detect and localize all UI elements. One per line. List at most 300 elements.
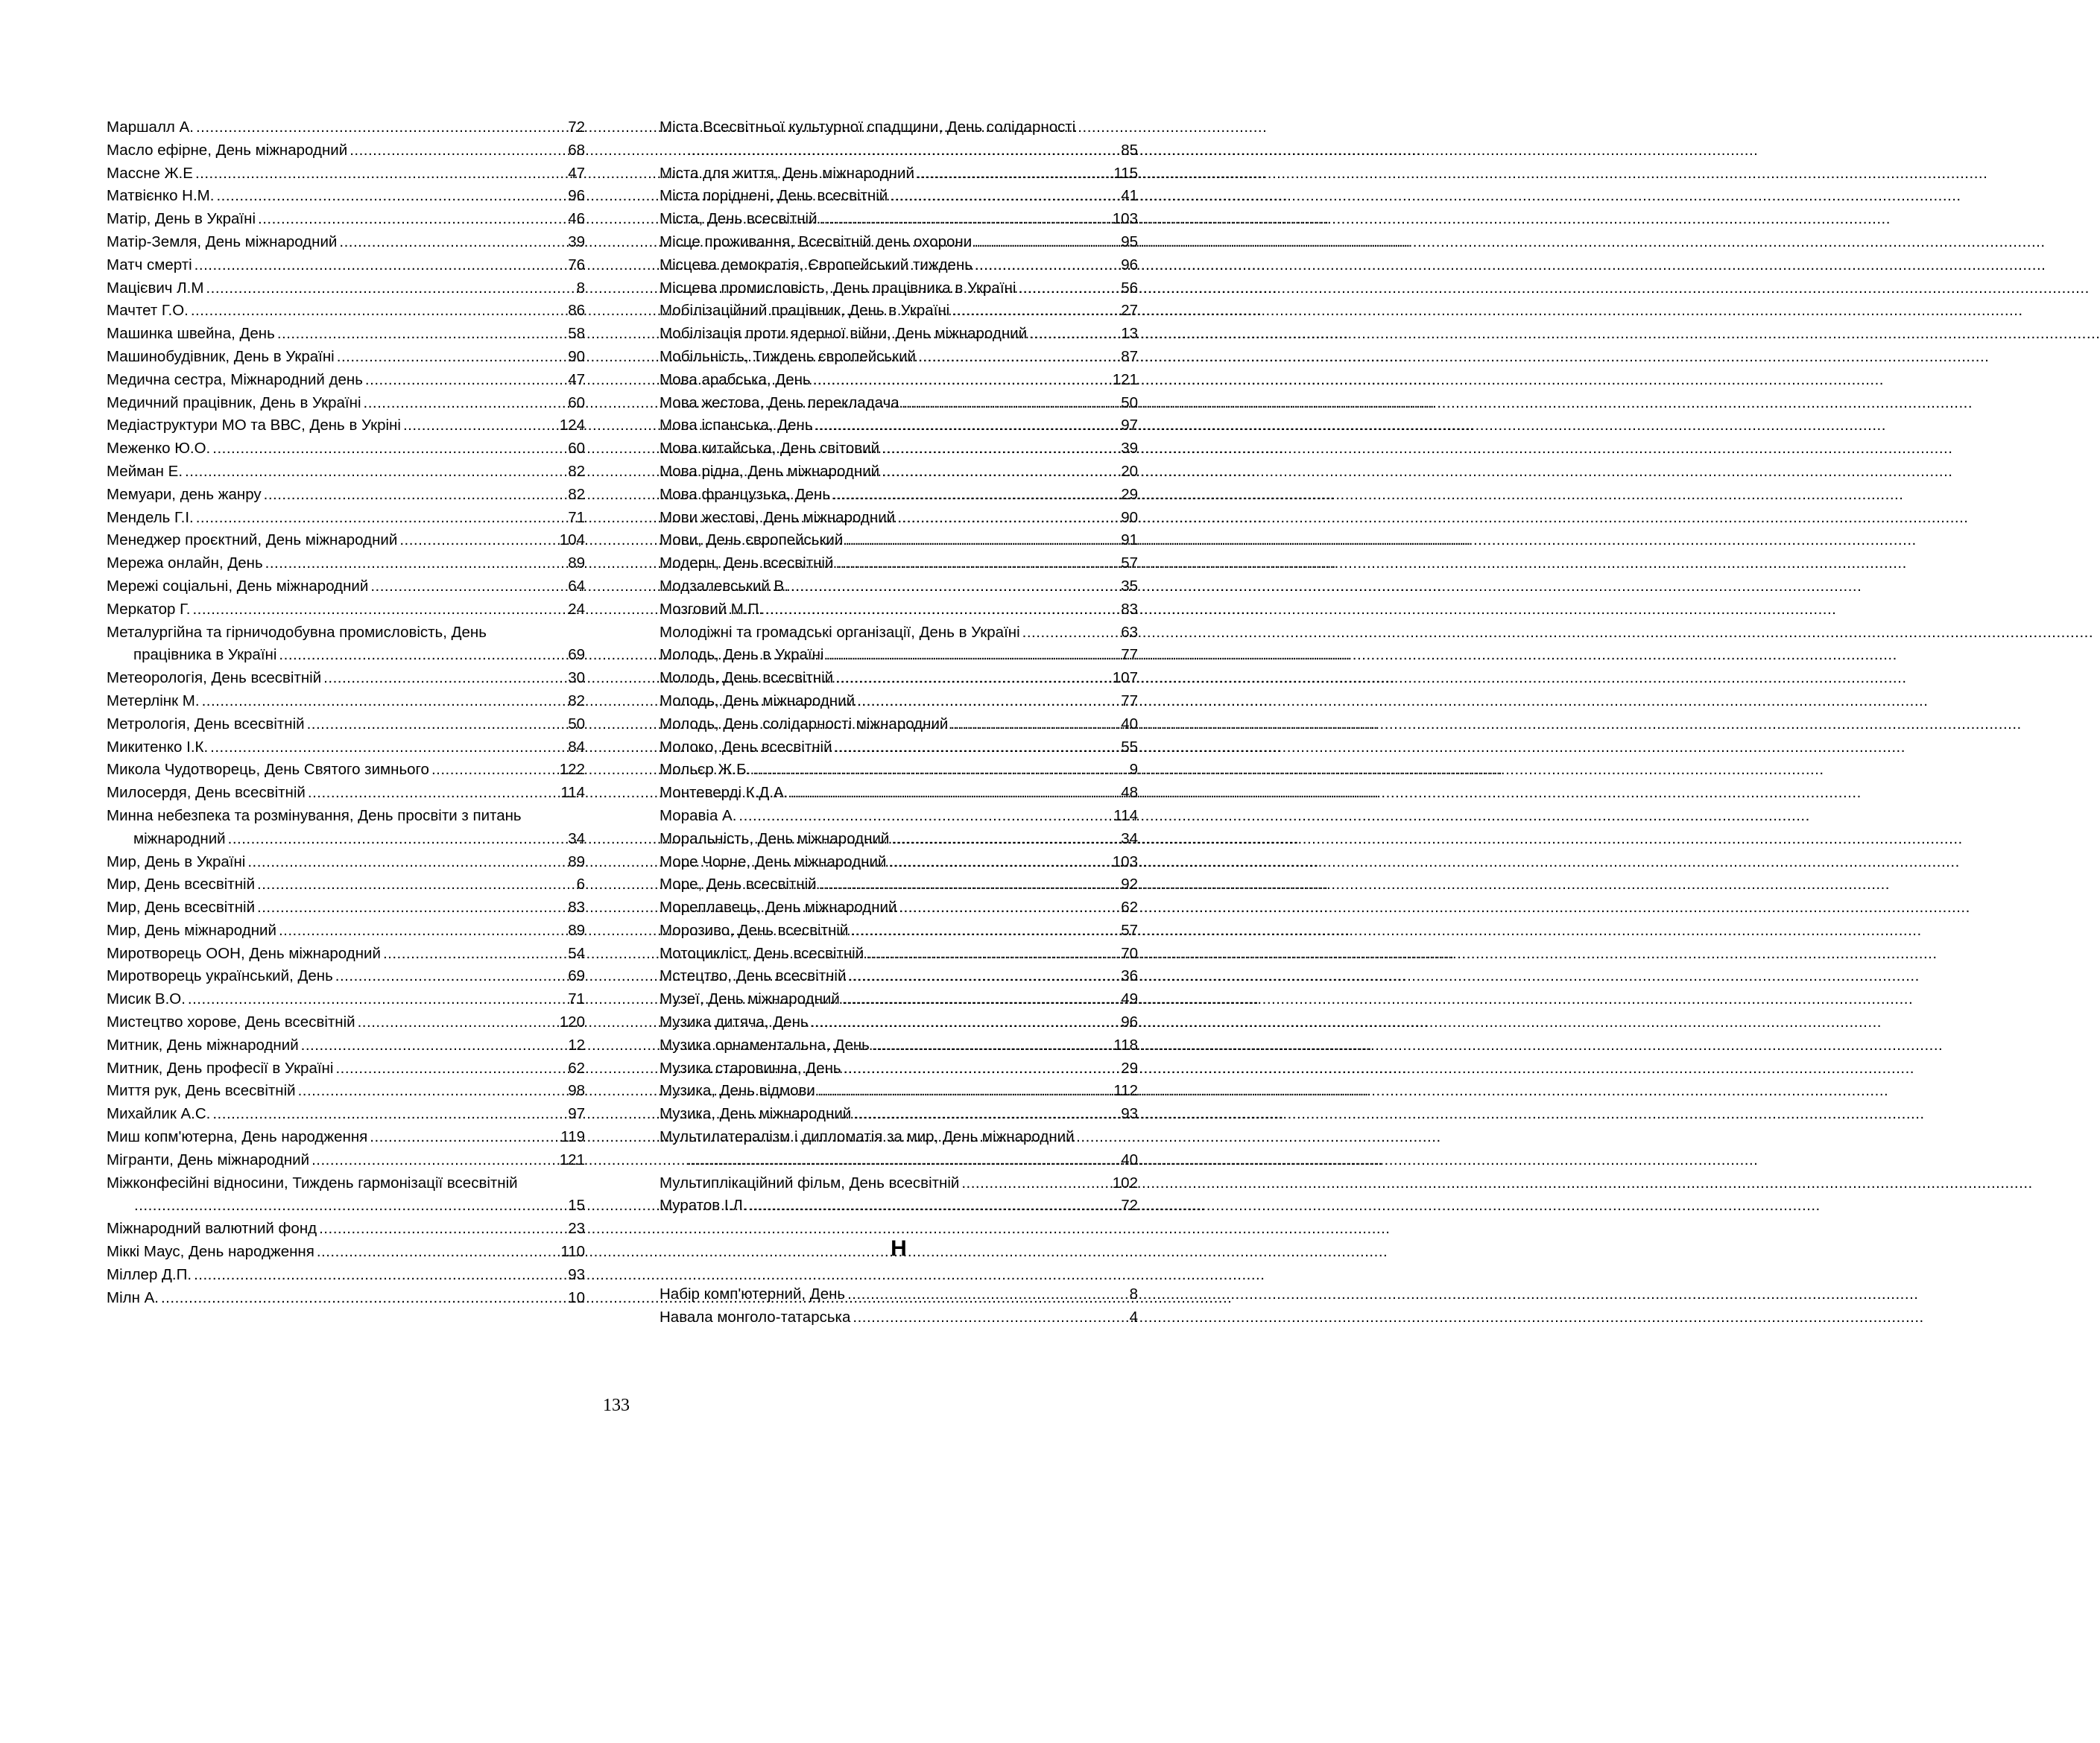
dot-leader	[192, 598, 566, 621]
index-entry-term: Милосердя, День всесвітній	[107, 784, 306, 802]
dot-leader	[196, 116, 566, 139]
dot-leader	[358, 1011, 557, 1034]
index-entry	[660, 873, 1138, 896]
dot-leader	[899, 896, 1119, 920]
index-entry-page: 97	[568, 1105, 585, 1123]
index-entry-page: 86	[568, 302, 585, 320]
index-entry-term: Молодіжні та громадські організації, День в Україні	[660, 623, 1020, 641]
index-entry-page: 119	[560, 1128, 585, 1146]
index-entry-term: Море, День всесвітній	[660, 876, 817, 893]
index-entry	[107, 1172, 585, 1218]
index-entry-page: 98	[568, 1082, 585, 1100]
index-entry	[660, 828, 1138, 851]
index-entry-page: 122	[559, 761, 585, 779]
dot-leader	[739, 805, 1111, 828]
index-entry	[660, 323, 1138, 346]
index-entry-continuation	[107, 644, 585, 667]
dot-leader	[850, 920, 1119, 943]
index-entry	[660, 644, 1138, 667]
dot-leader	[847, 1283, 1128, 1306]
index-entry-term: Мольєр Ж.Б.	[660, 761, 751, 779]
index-entry-term: Міста поріднені, День всесвітній	[660, 187, 888, 205]
dot-leader	[848, 965, 1119, 988]
dot-leader	[194, 254, 566, 277]
index-entry-page: 107	[1112, 669, 1138, 687]
index-entry-page: 15	[568, 1197, 585, 1215]
index-entry-page: 23	[568, 1220, 585, 1238]
index-entry-page: 64	[568, 577, 585, 595]
index-entry	[107, 231, 585, 254]
index-entry-term: Мобільність, Тиждень європейський	[660, 347, 916, 365]
index-entry-page: 13	[1121, 325, 1138, 343]
index-entry-term: Мацієвич Л.М	[107, 279, 204, 297]
index-entry-term: Матвієнко Н.М.	[107, 187, 215, 205]
dot-leader	[134, 1195, 566, 1218]
index-entry-term: Маршалл А.	[107, 118, 194, 136]
index-entry	[660, 185, 1138, 208]
dot-leader	[335, 1057, 566, 1081]
index-entry-page: 115	[1113, 164, 1138, 182]
index-entry-term: Миротворець український, День	[107, 967, 333, 985]
dot-leader	[882, 461, 1119, 484]
index-entry-term: Масло ефірне, День міжнародний	[107, 141, 348, 159]
index-entry	[660, 988, 1138, 1011]
dot-leader	[258, 208, 566, 231]
index-entry	[660, 896, 1138, 920]
index-entry	[660, 529, 1138, 552]
index-entry-term: Мова французька, День	[660, 485, 831, 503]
index-entry-term: Мачтет Г.О.	[107, 302, 189, 320]
index-entry-page: 72	[568, 118, 585, 136]
index-entry-continuation	[107, 828, 585, 851]
index-entry-term: Міжнародний валютний фонд	[107, 1220, 317, 1238]
dot-leader	[857, 690, 1119, 713]
index-entry	[107, 116, 585, 139]
index-entry-page: 35	[1121, 577, 1138, 595]
index-entry-term: Музика, День міжнародний	[660, 1105, 852, 1123]
index-entry	[107, 598, 585, 621]
dot-leader	[1018, 277, 1119, 300]
index-entry-page: 29	[1121, 1059, 1138, 1077]
dot-leader	[188, 988, 566, 1011]
dot-leader	[749, 1195, 1119, 1218]
dot-leader	[337, 346, 566, 369]
index-entry-term: Медичний працівник, День в Україні	[107, 393, 361, 411]
dot-leader	[835, 736, 1119, 759]
dot-leader	[307, 713, 566, 736]
dot-leader	[902, 392, 1119, 415]
index-entry-page: 89	[568, 852, 585, 870]
dot-leader	[191, 300, 566, 323]
index-entry	[660, 1103, 1138, 1126]
index-entry-term: Молоко, День всесвітній	[660, 738, 832, 756]
dot-leader	[687, 1149, 1119, 1172]
index-entry-term: Мігранти, День міжнародний	[107, 1151, 310, 1168]
index-entry-page: 40	[1121, 1151, 1138, 1168]
index-entry-term: Мобілізаційний працівник, День в Україні	[660, 302, 950, 320]
index-entry	[660, 1034, 1138, 1057]
dot-leader	[813, 369, 1110, 392]
dot-leader	[370, 575, 566, 598]
dot-leader	[216, 185, 566, 208]
index-entry-page: 72	[1121, 1197, 1138, 1215]
index-entry-page: 6	[576, 876, 585, 893]
index-entry	[107, 277, 585, 300]
index-entry	[107, 965, 585, 988]
index-entry	[107, 254, 585, 277]
index-entry	[107, 873, 585, 896]
index-entry-term: Місцева промисловість, День працівника в Україні	[660, 279, 1016, 297]
dot-leader	[365, 369, 566, 392]
index-entry	[107, 988, 585, 1011]
dot-leader	[853, 1103, 1119, 1126]
index-entry-continuation	[660, 1149, 1138, 1172]
index-entry	[660, 346, 1138, 369]
index-entry-page: 120	[559, 1013, 585, 1031]
index-entry-term: Метрологія, День всесвітній	[107, 715, 305, 733]
index-entry	[660, 484, 1138, 507]
index-entry-term: Моравіа А.	[660, 806, 737, 824]
index-entry	[107, 529, 585, 552]
index-entry-term: Менеджер проєктний, День міжнародний	[107, 531, 398, 549]
dot-leader	[815, 414, 1119, 437]
index-entry-term: Мотоцикліст, День всесвітній	[660, 944, 864, 962]
index-entry	[107, 713, 585, 736]
index-entry-term: Мультиплікаційний фільм, День всесвітній	[660, 1174, 960, 1192]
index-entry-page: 34	[568, 829, 585, 847]
index-entry-page: 69	[568, 646, 585, 664]
index-entry	[660, 1283, 1138, 1306]
index-entry-term: Матч смерті	[107, 256, 192, 273]
index-entry-page: 40	[1121, 715, 1138, 733]
index-entry	[660, 965, 1138, 988]
dot-leader	[210, 736, 566, 759]
index-entry-term: Монтеверді К.Д.А.	[660, 784, 788, 802]
index-entry	[660, 277, 1138, 300]
index-entry-page: 62	[1121, 899, 1138, 917]
index-entry-term: Місцева демократія, Європейський тиждень	[660, 256, 972, 273]
index-entry	[660, 369, 1138, 392]
dot-leader	[826, 644, 1119, 667]
index-entry-page: 93	[568, 1265, 585, 1283]
index-entry-term: Медична сестра, Міжнародний день	[107, 370, 363, 388]
dot-leader	[431, 759, 557, 782]
index-entry	[107, 805, 585, 851]
dot-leader	[370, 1126, 558, 1149]
index-entry-term: Мілн А.	[107, 1288, 159, 1306]
index-entry-page: 50	[568, 715, 585, 733]
dot-leader	[1022, 621, 1119, 645]
index-entry	[107, 1011, 585, 1034]
index-entry-term: Міста Всесвітньої культурної спадщини, День солідарності	[660, 118, 1076, 136]
index-entry-term: Мережа онлайн, День	[107, 554, 263, 572]
index-entry-page: 20	[1121, 462, 1138, 480]
index-entry-term: Мир, День всесвітній	[107, 899, 256, 917]
index-entry-page: 110	[560, 1243, 585, 1261]
index-entry-term: Міллер Д.П.	[107, 1265, 192, 1283]
dot-leader	[835, 667, 1110, 690]
dot-leader	[918, 346, 1119, 369]
index-entry-term: Мир, День міжнародний	[107, 921, 276, 939]
index-entry-term: Мир, День в Україні	[107, 852, 246, 870]
index-entry-term: Музика старовинна, День	[660, 1059, 841, 1077]
dot-leader	[917, 162, 1111, 186]
index-entry-page: 29	[1121, 485, 1138, 503]
page-number: 133	[603, 1396, 630, 1415]
index-entry	[660, 1126, 1138, 1172]
index-entry-term: Місце проживання, Всесвітній день охорони	[660, 232, 972, 250]
dot-leader	[403, 414, 557, 437]
index-entry	[660, 851, 1138, 874]
index-entry	[107, 461, 585, 484]
index-entry	[660, 920, 1138, 943]
index-entry-term: Муратов І.Л.	[660, 1197, 747, 1215]
index-entry	[107, 507, 585, 530]
dot-leader	[687, 139, 1119, 162]
index-entry-page: 56	[1121, 279, 1138, 297]
dot-leader	[383, 943, 566, 966]
dot-leader	[765, 598, 1119, 621]
index-entry-term: Мультилатералізм і дипломатія за мир, День міжнародний	[660, 1128, 1075, 1146]
dot-leader	[212, 437, 566, 461]
index-entry	[660, 736, 1138, 759]
dot-leader	[844, 1057, 1119, 1081]
index-column-right	[660, 116, 1138, 1329]
index-entry-term: Мистецтво хорове, День всесвітній	[107, 1013, 355, 1031]
index-entry	[660, 231, 1138, 254]
index-entry	[660, 667, 1138, 690]
index-entry-term: Мова іспанська, День	[660, 417, 813, 434]
dot-leader	[339, 231, 566, 254]
index-entry	[660, 575, 1138, 598]
index-entry-page: 90	[1121, 508, 1138, 526]
dot-leader	[790, 782, 1119, 805]
index-entry	[107, 139, 585, 162]
index-entry-page: 8	[576, 279, 585, 297]
dot-leader	[247, 851, 566, 874]
dot-leader	[196, 507, 566, 530]
dot-leader	[835, 552, 1119, 575]
dot-leader	[350, 139, 566, 162]
index-entry	[660, 1195, 1138, 1218]
index-entry-page: 48	[1121, 784, 1138, 802]
index-entry-page: 90	[568, 347, 585, 365]
index-entry-term: Мова арабська, День	[660, 370, 811, 388]
index-entry-page: 55	[1121, 738, 1138, 756]
index-entry-term: Микитенко І.К.	[107, 738, 209, 756]
index-entry-page: 60	[568, 440, 585, 458]
index-entry-term: Меженко Ю.О.	[107, 440, 211, 458]
index-entry	[107, 1264, 585, 1287]
dot-leader	[888, 851, 1110, 874]
index-entry-page: 39	[1121, 440, 1138, 458]
index-entry-page: 62	[568, 1059, 585, 1077]
dot-leader	[298, 1080, 566, 1103]
index-entry	[107, 552, 585, 575]
dot-leader	[890, 185, 1119, 208]
index-entry	[660, 621, 1138, 645]
index-entry-page: 50	[1121, 393, 1138, 411]
dot-leader	[961, 1172, 1110, 1195]
index-entry	[107, 621, 585, 668]
index-entry-term-continued: міжнародний	[133, 829, 226, 847]
index-entry-page: 114	[1113, 806, 1138, 824]
index-entry	[107, 300, 585, 323]
index-entry	[660, 1172, 1138, 1195]
index-entry-term: Мова китайська, День світовий	[660, 440, 880, 458]
index-entry-page: 118	[1113, 1036, 1138, 1054]
index-entry-page: 49	[1121, 990, 1138, 1008]
index-entry-page: 4	[1129, 1309, 1138, 1326]
dot-leader	[952, 300, 1119, 323]
index-entry	[660, 1057, 1138, 1081]
index-entry	[660, 782, 1138, 805]
index-entry-term: Молодь, День всесвітній	[660, 669, 834, 687]
index-entry-page: 47	[568, 370, 585, 388]
index-entry-page: 46	[568, 210, 585, 228]
index-entry	[660, 1080, 1138, 1103]
index-entry	[660, 437, 1138, 461]
index-entry-term: Миш копм'ютерна, День народження	[107, 1128, 368, 1146]
index-entry	[107, 1149, 585, 1172]
index-entry-page: 95	[1121, 232, 1138, 250]
index-entry-term: Молодь, День солідарності міжнародний	[660, 715, 949, 733]
index-entry-term: Мови жестові, День міжнародний	[660, 508, 896, 526]
index-entry-term: Мемуари, день жанру	[107, 485, 262, 503]
index-entry	[107, 575, 585, 598]
index-entry-page: 36	[1121, 967, 1138, 985]
dot-leader	[1029, 323, 1119, 346]
index-entry-term: Минна небезпека та розмінування, День просвіти з питань	[107, 806, 522, 824]
index-entry	[107, 208, 585, 231]
dot-leader	[819, 873, 1119, 896]
dot-leader	[228, 828, 566, 851]
index-entry-term: Модерн, День всесвітній	[660, 554, 834, 572]
dot-leader	[195, 162, 566, 186]
dot-leader	[399, 529, 557, 552]
index-entry	[660, 507, 1138, 530]
index-entry	[107, 1057, 585, 1081]
index-entry	[107, 484, 585, 507]
dot-leader	[311, 1149, 557, 1172]
index-entry	[107, 667, 585, 690]
index-entry-page: 77	[1121, 692, 1138, 709]
index-entry-term: Мобілізація проти ядерної війни, День міжнародний	[660, 325, 1028, 343]
index-entry	[107, 346, 585, 369]
dot-leader	[820, 208, 1110, 231]
dot-leader	[308, 782, 558, 805]
index-entry	[107, 690, 585, 713]
index-entries-m-continued	[660, 116, 1138, 1218]
index-entry-continuation	[660, 139, 1138, 162]
index-entry-term: Набір комп'ютерний, День	[660, 1285, 846, 1303]
index-entry-page: 10	[568, 1288, 585, 1306]
index-entry-page: 34	[1121, 829, 1138, 847]
index-entry-page: 27	[1121, 302, 1138, 320]
index-entry	[660, 414, 1138, 437]
index-entry-term: Металургійна та гірничодобувна промисловість, День	[107, 623, 487, 641]
index-entry-term: Морозиво, День всесвітній	[660, 921, 849, 939]
index-entry	[107, 851, 585, 874]
index-entry-term: Матір, День в Україні	[107, 210, 256, 228]
index-entry-term: Меркатор Г.	[107, 600, 191, 618]
index-entry	[107, 782, 585, 805]
index-entry-term: Молодь, День в Україні	[660, 646, 824, 664]
index-entry	[107, 414, 585, 437]
index-entry	[660, 392, 1138, 415]
index-entry-page: 24	[568, 600, 585, 618]
index-entry	[107, 323, 585, 346]
index-entry-page: 60	[568, 393, 585, 411]
index-entry-term: Музика дитяча, День	[660, 1013, 809, 1031]
index-entry	[660, 1011, 1138, 1034]
index-entry	[660, 300, 1138, 323]
index-entry	[107, 1218, 585, 1241]
index-entry-term: Молодь, День міжнародний	[660, 692, 856, 709]
dot-leader	[257, 896, 566, 920]
index-entry	[660, 598, 1138, 621]
index-entry-term: Мова жестова, День перекладача	[660, 393, 899, 411]
index-entry	[107, 1126, 585, 1149]
index-entry	[107, 1080, 585, 1103]
index-entry-term: Міста, День всесвітній	[660, 210, 817, 228]
index-entry	[660, 208, 1138, 231]
index-entry	[107, 1241, 585, 1264]
index-entry-page: 54	[568, 944, 585, 962]
index-entry	[107, 1287, 585, 1310]
dot-leader	[185, 461, 566, 484]
dot-leader	[897, 507, 1119, 530]
index-entry-term: Мови, День європейський	[660, 531, 844, 549]
index-entry-term: Мендель Г.І.	[107, 508, 194, 526]
dot-leader	[975, 254, 1119, 277]
index-entry-page: 39	[568, 232, 585, 250]
dot-leader	[853, 1306, 1127, 1329]
index-entry-term: Мисик В.О.	[107, 990, 186, 1008]
index-entry-page: 89	[568, 554, 585, 572]
index-entry-term: Мова рідна, День міжнародний	[660, 462, 880, 480]
index-entry	[107, 1034, 585, 1057]
dot-leader	[277, 323, 566, 346]
dot-leader	[832, 484, 1119, 507]
index-entry-term: Моральність, День міжнародний	[660, 829, 890, 847]
index-entry-page: 47	[568, 164, 585, 182]
index-entry-page: 12	[568, 1036, 585, 1054]
index-entry-term: Метерлінк М.	[107, 692, 200, 709]
dot-leader	[817, 1080, 1111, 1103]
dot-leader	[264, 484, 566, 507]
index-entry-page: 121	[1112, 370, 1138, 388]
index-entry	[660, 116, 1138, 162]
index-entry	[107, 1103, 585, 1126]
index-entry-page: 103	[1112, 852, 1138, 870]
index-entry-page: 82	[568, 692, 585, 709]
index-entry-page: 96	[1121, 1013, 1138, 1031]
dot-leader	[791, 575, 1119, 598]
index-entry-term: Навала монголо-татарська	[660, 1309, 851, 1326]
dot-leader	[753, 759, 1127, 782]
index-entry	[107, 943, 585, 966]
index-entry-page: 68	[568, 141, 585, 159]
index-entry-term: Михайлик А.С.	[107, 1105, 211, 1123]
index-entry-page: 9	[1129, 761, 1138, 779]
index-entry-page: 8	[1129, 1285, 1138, 1303]
index-entry-term: Мстецтво, День всесвітній	[660, 967, 847, 985]
index-entries-n	[660, 1283, 1138, 1329]
index-entry	[107, 392, 585, 415]
index-entry-term: Міста для життя, День міжнародний	[660, 164, 914, 182]
index-entry-page: 124	[559, 417, 585, 434]
